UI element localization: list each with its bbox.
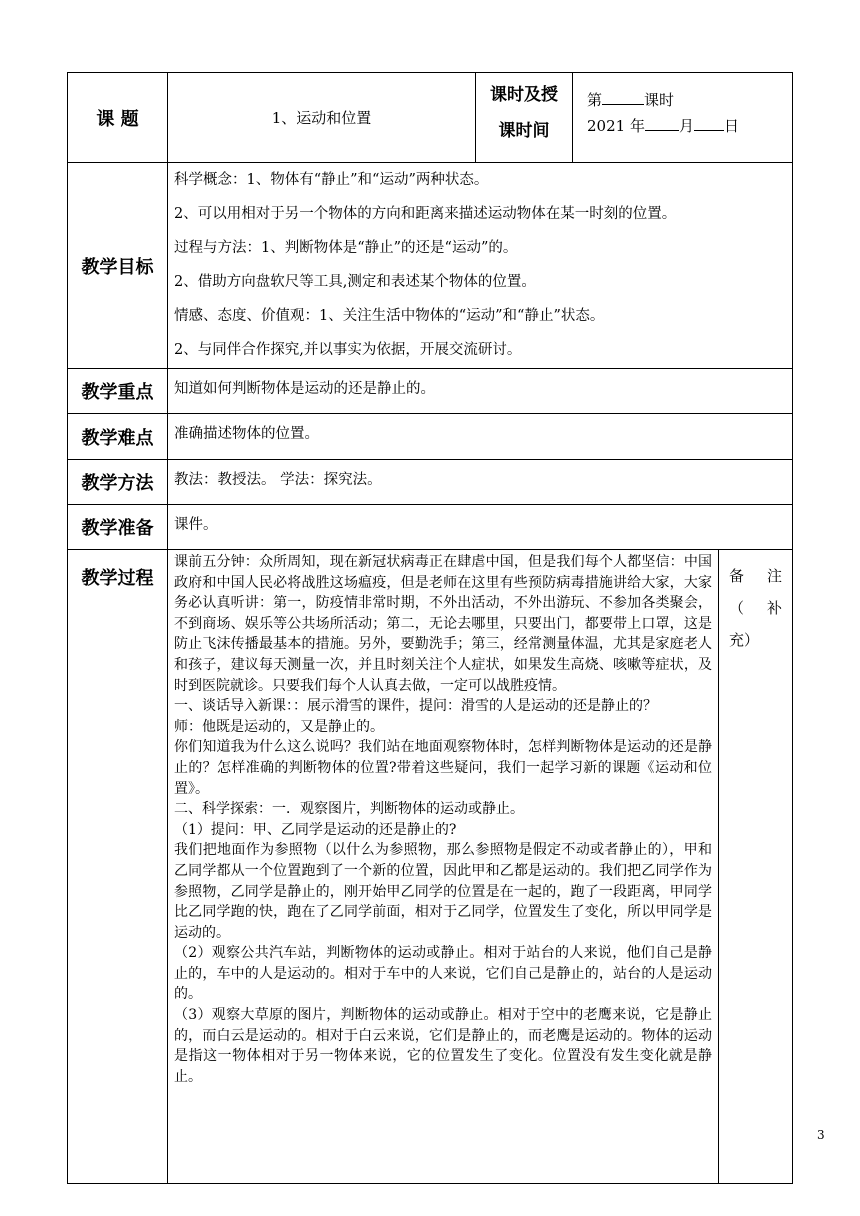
key-points-label: 教学重点 xyxy=(68,369,168,414)
notes-column xyxy=(719,550,793,1184)
key-points-text: 知道如何判断物体是运动的还是静止的。 xyxy=(168,369,793,414)
preparation-label: 教学准备 xyxy=(68,505,168,550)
process-paragraph: 你们知道我为什么这么说吗？我们站在地面观察物体时，怎样判断物体是运动的还是静止的？怎样准确的判断物体的位置?带着这些疑问，我们一起学习新的课题《运动和位置》。 xyxy=(174,739,712,797)
period-line: 第 课时 xyxy=(587,87,792,113)
note-row: 备 注 xyxy=(729,567,783,585)
preparation-text: 课件。 xyxy=(168,505,793,550)
time-label-line1: 课时及授 xyxy=(490,85,558,105)
difficulties-label: 教学难点 xyxy=(68,414,168,460)
process-paragraph: （3）观察大草原的图片，判断物体的运动或静止。相对于空中的老鹰来说，它是静止的，而白云是运动的。相对于白云来说，它们是静止的，而老鹰是运动的。物体的运动是指这一物体相对于另一物体来说，它的位置发生了变化。位置没有发生变化就是静止。 xyxy=(174,1007,712,1085)
methods-text: 教法：教授法。 学法：探究法。 xyxy=(168,460,793,505)
process-content xyxy=(168,550,719,1184)
goal-line: 过程与方法：1、判断物体是“静止”的还是“运动”的。 xyxy=(174,240,518,256)
date-line: 2021 年 月 日 xyxy=(587,113,792,139)
process-paragraph: （2）观察公共汽车站，判断物体的运动或静止。相对于站台的人来说，他们自己是静止的，车中的人是运动的。相对于车中的人来说，它们自己是静止的，站台的人是运动的。 xyxy=(174,945,712,1003)
process-paragraph: 课前五分钟：众所周知，现在新冠状病毒正在肆虐中国，但是我们每个人都坚信：中国政府和中国人民必将战胜这场瘟疫，但是老师在这里有些预防病毒措施讲给大家，大家务必认真听讲：第一，防疫情非常时期，不外出活动，不外出游玩、不参加各类聚会，不到商场、娱乐等公共场所活动；第二，无论去哪里，只要出门，都要带上口罩，这是防止飞沫传播最基本的措施。另外，要勤洗手；第三，经常测量体温，尤其是家庭老人和孩子，建议每天测量一次，并且时刻关注个人症状，如果发生高烧、咳嗽等症状，及时到医院就诊。只要我们每个人认真去做，一定可以战胜疫情。 xyxy=(174,554,712,694)
process-label: 教学过程 xyxy=(68,550,168,1184)
process-paragraph: 二、科学探索：一．观察图片，判断物体的运动或静止。 xyxy=(174,801,524,818)
goal-line: 2、与同伴合作探究,并以事实为依据，开展交流研讨。 xyxy=(174,342,522,358)
time-value xyxy=(573,73,793,163)
subject-label: 课 题 xyxy=(68,73,168,163)
note-row: 充） xyxy=(729,631,760,649)
period-blank xyxy=(602,88,644,105)
time-label xyxy=(476,73,573,163)
difficulties-text: 准确描述物体的位置。 xyxy=(168,414,793,460)
goal-line: 2、借助方向盘软尺等工具,测定和表述某个物体的位置。 xyxy=(174,274,536,290)
month-blank xyxy=(645,114,679,131)
goals-label: 教学目标 xyxy=(68,163,168,369)
day-blank xyxy=(694,114,724,131)
lesson-title: 1、运动和位置 xyxy=(168,73,476,163)
time-label-line2: 课时间 xyxy=(498,121,550,141)
goals-content xyxy=(168,163,793,369)
process-paragraph: 师：他既是运动的，又是静止的。 xyxy=(174,718,384,735)
goal-line: 科学概念：1、物体有“静止”和“运动”两种状态。 xyxy=(174,172,489,188)
process-paragraph: 我们把地面作为参照物（以什么为参照物，那么参照物是假定不动或者静止的），甲和乙同学都从一个位置跑到了一个新的位置，因此甲和乙都是运动的。我们把乙同学作为参照物，乙同学是静止的，刚开始甲乙同学的位置是在一起的，跑了一段距离，甲同学比乙同学跑的快，跑在了乙同学前面，相对于乙同学，位置发生了变化，所以甲同学是运动的。 xyxy=(174,842,712,941)
page-number: 3 xyxy=(817,1128,825,1142)
goal-line: 2、可以用相对于另一个物体的方向和距离来描述运动物体在某一时刻的位置。 xyxy=(174,206,677,222)
process-paragraph: 一、谈话导入新课：：展示滑雪的课件，提问：滑雪的人是运动的还是静止的？ xyxy=(174,698,657,715)
note-row: （ 补 xyxy=(729,599,783,617)
process-paragraph: （1）提问：甲、乙同学是运动的还是静止的? xyxy=(174,821,457,838)
goal-line: 情感、态度、价值观：1、关注生活中物体的“运动”和“静止”状态。 xyxy=(174,308,605,324)
lesson-plan-table xyxy=(67,72,793,1184)
methods-label: 教学方法 xyxy=(68,460,168,505)
